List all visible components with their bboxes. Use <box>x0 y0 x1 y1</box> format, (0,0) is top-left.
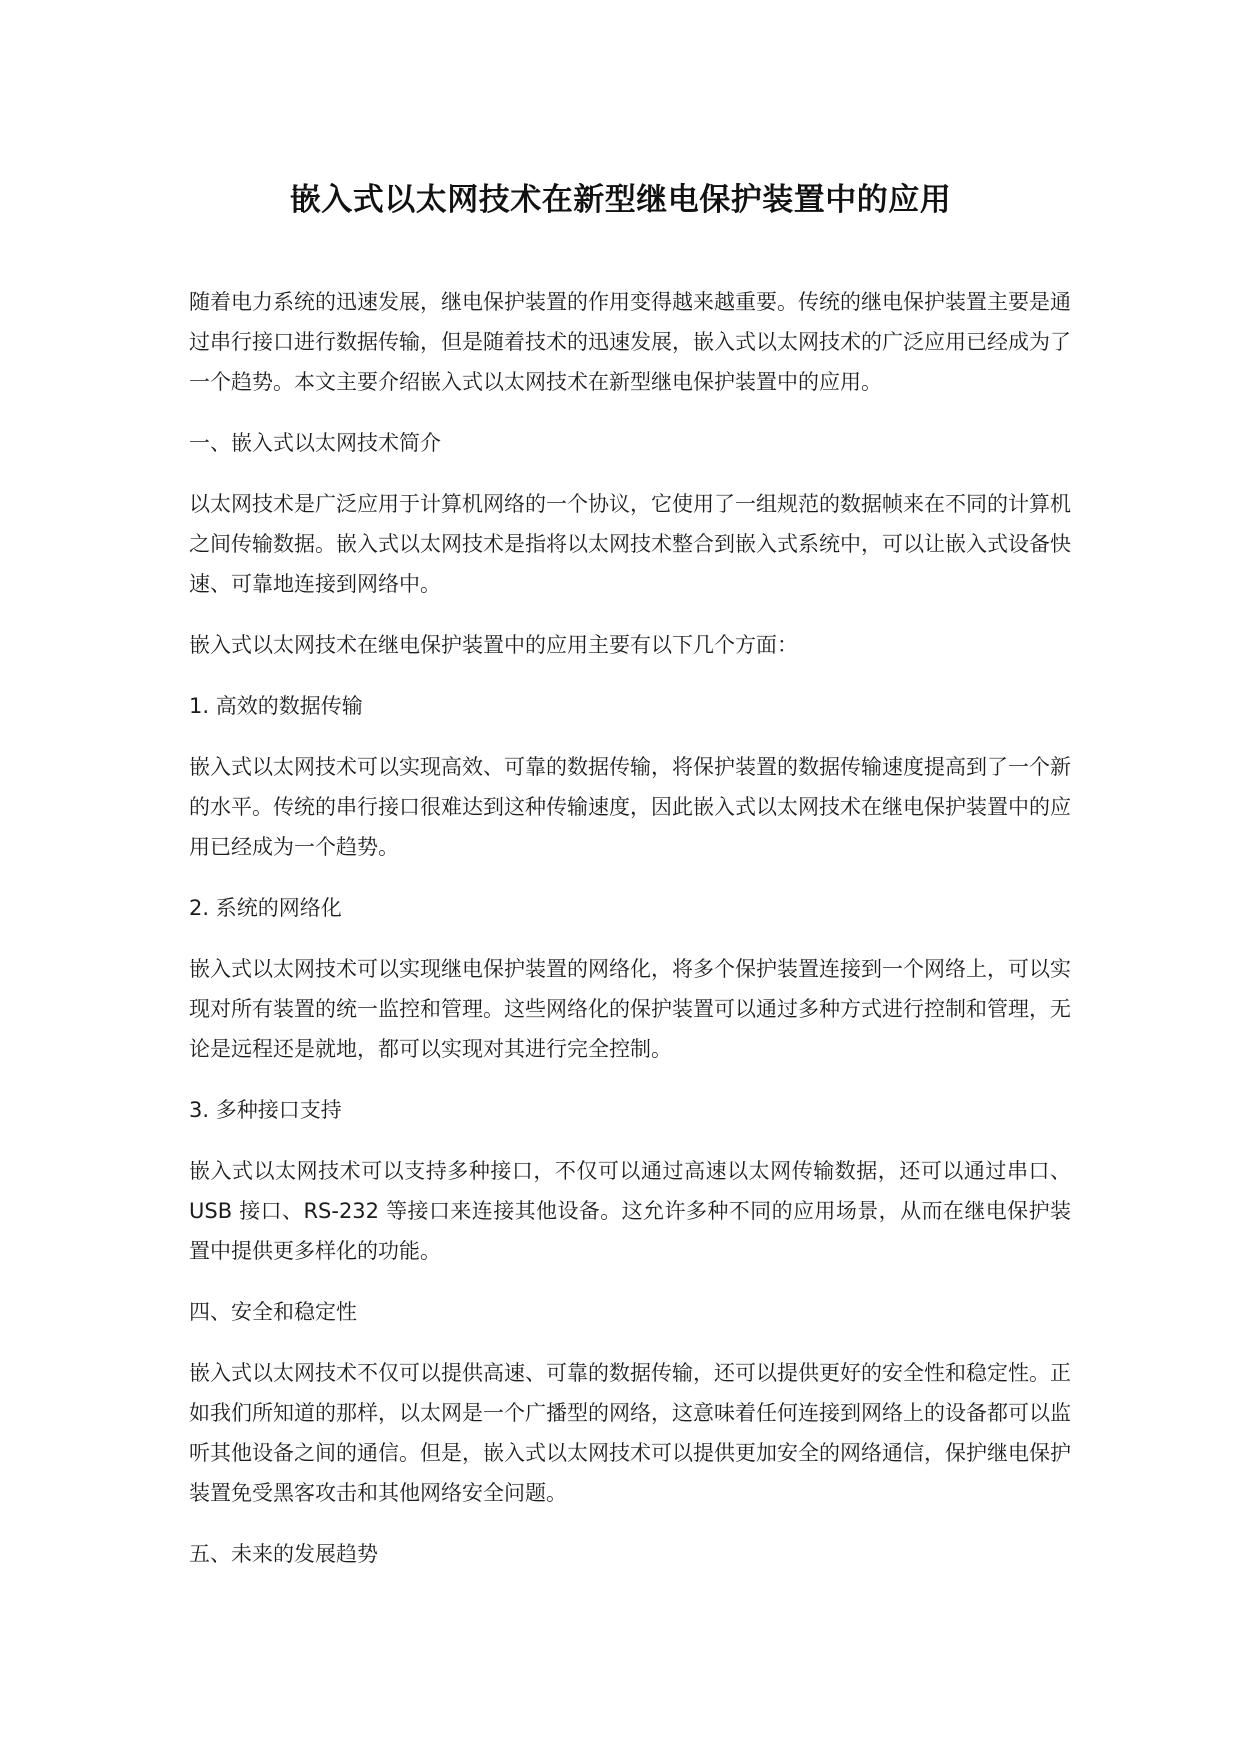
section-heading-security: 四、安全和稳定性 <box>189 1300 357 1324</box>
section-heading-ethernet-intro: 一、嵌入式以太网技术简介 <box>189 431 441 455</box>
applications-lead-paragraph: 嵌入式以太网技术在继电保护装置中的应用主要有以下几个方面： <box>189 633 798 657</box>
networking-paragraph: 嵌入式以太网技术可以实现继电保护装置的网络化，将多个保护装置连接到一个网络上，可以实现对所有装置的统一监控和管理。这些网络化的保护装置可以通过多种方式进行控制和管理，无论是远程还是就地，都可以实现对其进行完全控制。 <box>189 957 1071 1061</box>
intro-paragraph: 随着电力系统的迅速发展，继电保护装置的作用变得越来越重要。传统的继电保护装置主要是通过串行接口进行数据传输，但是随着技术的迅速发展，嵌入式以太网技术的广泛应用已经成为了一个趋势。本文主要介绍嵌入式以太网技术在新型继电保护装置中的应用。 <box>189 290 1071 394</box>
subheading-interfaces: 3. 多种接口支持 <box>189 1098 342 1122</box>
interfaces-paragraph: 嵌入式以太网技术可以支持多种接口，不仅可以通过高速以太网传输数据，还可以通过串口、USB 接口、RS-232 等接口来连接其他设备。这允许多种不同的应用场景，从而在继电保护装置中提供更多样化的功能。 <box>189 1159 1071 1263</box>
ethernet-intro-paragraph: 以太网技术是广泛应用于计算机网络的一个协议，它使用了一组规范的数据帧来在不同的计算机之间传输数据。嵌入式以太网技术是指将以太网技术整合到嵌入式系统中，可以让嵌入式设备快速、可靠地连接到网络中。 <box>189 492 1071 596</box>
document-body <box>189 282 1071 1595</box>
subheading-efficient-transfer: 1. 高效的数据传输 <box>189 694 363 718</box>
security-paragraph: 嵌入式以太网技术不仅可以提供高速、可靠的数据传输，还可以提供更好的安全性和稳定性。正如我们所知道的那样，以太网是一个广播型的网络，这意味着任何连接到网络上的设备都可以监听其他设备之间的通信。但是，嵌入式以太网技术可以提供更加安全的网络通信，保护继电保护装置免受黑客攻击和其他网络安全问题。 <box>189 1361 1071 1505</box>
efficient-transfer-paragraph: 嵌入式以太网技术可以实现高效、可靠的数据传输，将保护装置的数据传输速度提高到了一个新的水平。传统的串行接口很难达到这种传输速度，因此嵌入式以太网技术在继电保护装置中的应用已经成为一个趋势。 <box>189 755 1071 859</box>
subheading-networking: 2. 系统的网络化 <box>189 896 342 920</box>
document-title: 嵌入式以太网技术在新型继电保护装置中的应用 <box>289 182 952 218</box>
section-heading-future: 五、未来的发展趋势 <box>189 1542 378 1566</box>
